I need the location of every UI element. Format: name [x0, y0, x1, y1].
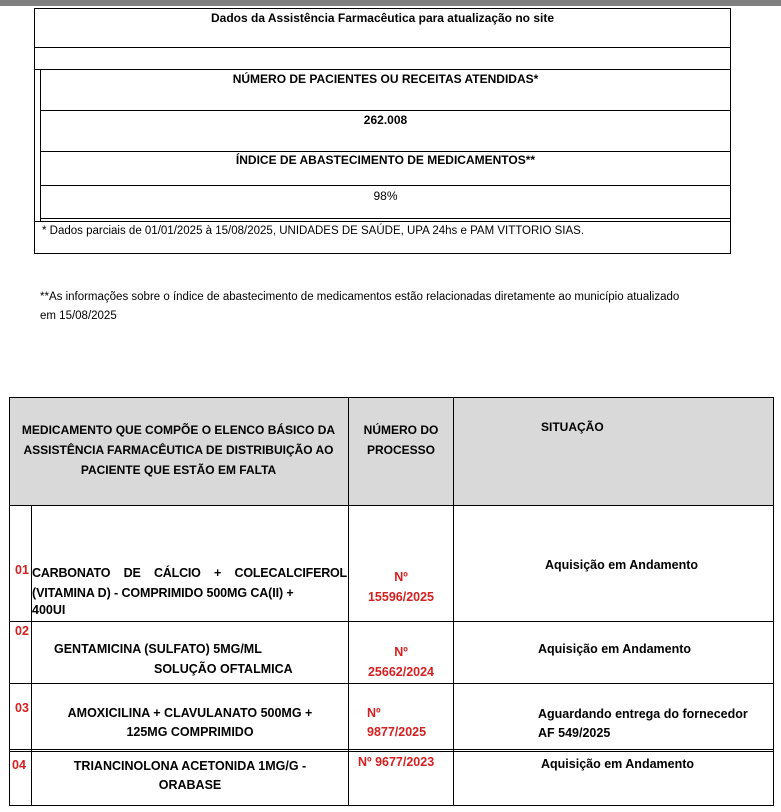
medication-name-line-1: GENTAMICINA (SULFATO) 5MG/ML: [54, 642, 262, 656]
process-number: Nº 9877/2025: [367, 706, 427, 739]
divider: [40, 110, 731, 111]
header-process: NÚMERO DO PROCESSO: [363, 423, 439, 457]
row-number: 01: [15, 563, 29, 577]
top-strip: [0, 0, 781, 6]
header-medication: MEDICAMENTO QUE COMPÕE O ELENCO BÁSICO DA ASSISTÊNCIA FARMACÊUTICA DE DISTRIBUIÇÃO AO PACIENTE QUE ESTÃO EM FALTA: [21, 423, 336, 477]
note-line-1: **As informações sobre o índice de abastecimento de medicamentos estão relacionadas diretamente ao município atualizado: [40, 291, 680, 303]
status-text: Aquisição em Andamento: [541, 757, 695, 771]
process-number: Nº 9677/2023: [358, 755, 435, 769]
note-line-2: em 15/08/2025: [40, 310, 117, 322]
medication-name: TRIANCINOLONA ACETONIDA 1MG/G - ORABASE: [73, 759, 307, 792]
row-number: 03: [15, 701, 29, 715]
medication-name: CARBONATO DE CÁLCIO + COLECALCIFEROL (VITAMINA D) - COMPRIMIDO 500MG CA(II) + 400UI: [32, 566, 347, 617]
divider: [34, 47, 731, 48]
supply-value: 98%: [373, 189, 398, 203]
supply-header: ÍNDICE DE ABASTECIMENTO DE MEDICAMENTOS**: [235, 153, 536, 167]
divider: [40, 218, 731, 219]
medication-name-line-2: SOLUÇÃO OFTALMICA: [154, 662, 293, 676]
process-number: Nº 15596/2025: [367, 570, 435, 604]
table-title: Dados da Assistência Farmacêutica para atualização no site: [210, 11, 555, 25]
row-divider: [9, 749, 774, 750]
patients-header: NÚMERO DE PACIENTES OU RECEITAS ATENDIDAS*: [232, 72, 539, 86]
status-text: Aguardando entrega do fornecedor AF 549/2025: [538, 707, 748, 740]
patients-value: 262.008: [363, 113, 408, 127]
row-number: 02: [15, 624, 29, 638]
divider: [40, 151, 731, 152]
divider: [34, 69, 731, 70]
row-divider: [9, 621, 774, 622]
row-divider: [9, 505, 774, 506]
row-divider: [9, 683, 774, 684]
medication-name: AMOXICILINA + CLAVULANATO 500MG + 125MG COMPRIMIDO: [67, 706, 313, 739]
row-number: 04: [12, 758, 26, 772]
status-text: Aquisição em Andamento: [545, 558, 699, 572]
footnote: * Dados parciais de 01/01/2025 à 15/08/2025, UNIDADES DE SAÚDE, UPA 24hs e PAM VITTORIO SIAS.: [42, 225, 585, 237]
process-number: Nº 25662/2024: [367, 645, 435, 679]
column-divider: [453, 397, 454, 806]
row-divider: [9, 751, 774, 752]
divider: [34, 221, 731, 222]
header-status: SITUAÇÃO: [541, 420, 604, 434]
status-text: Aquisição em Andamento: [538, 642, 692, 656]
divider: [40, 185, 731, 186]
